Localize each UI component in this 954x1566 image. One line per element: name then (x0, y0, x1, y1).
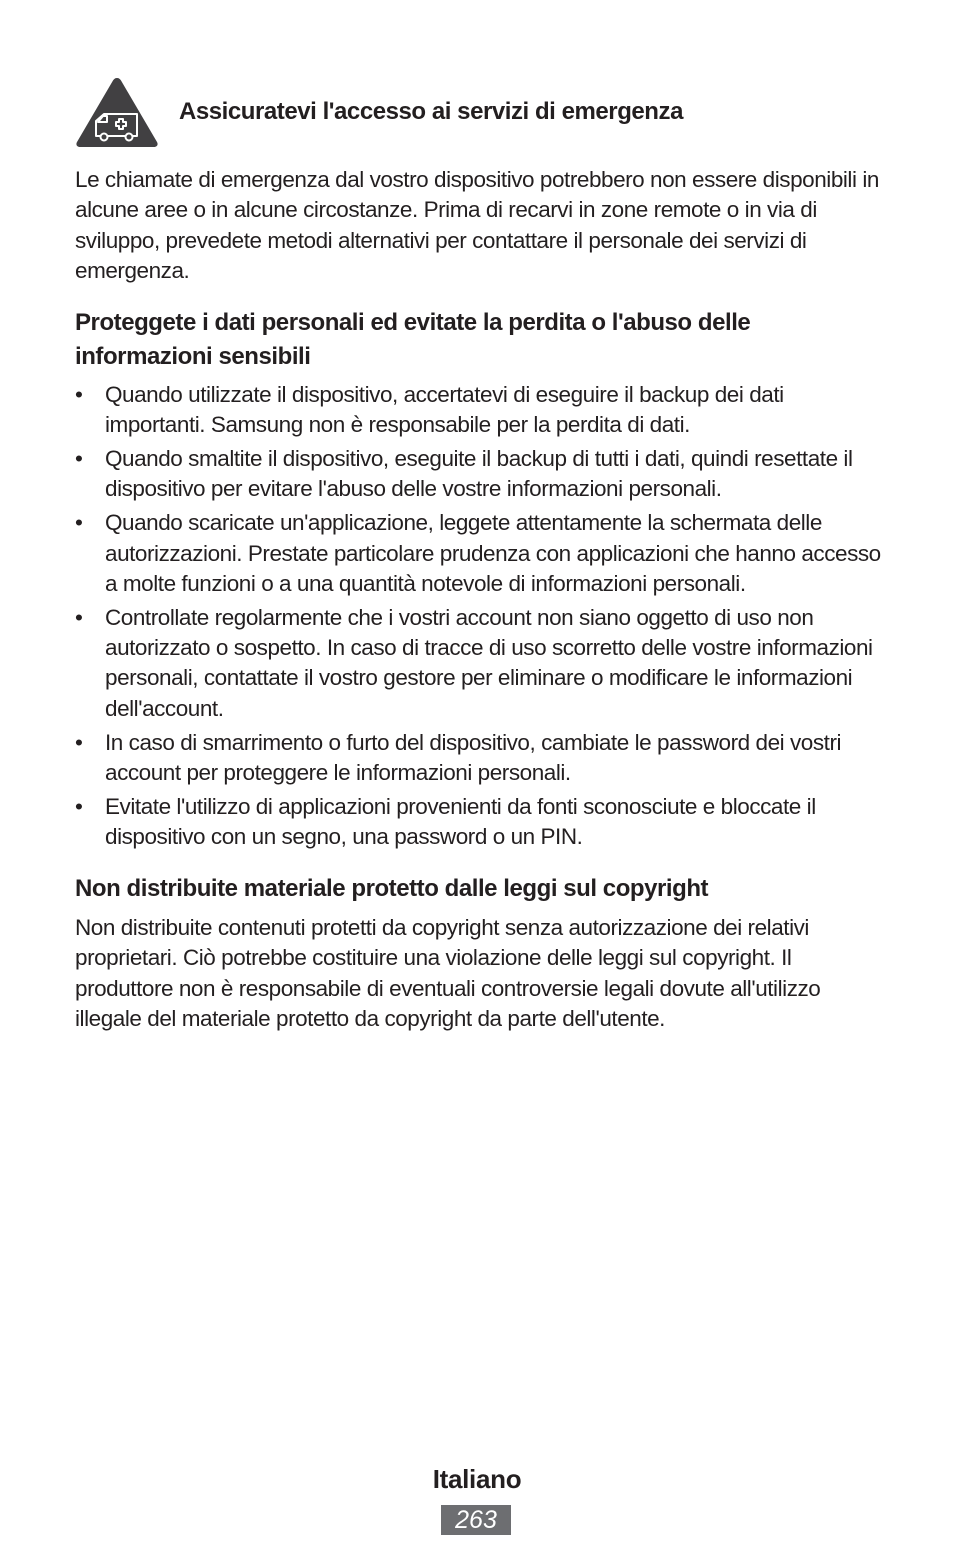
bullet-icon: • (75, 510, 83, 536)
emergency-warning-row (75, 76, 887, 148)
ambulance-warning-icon (75, 76, 159, 148)
list-item (75, 380, 887, 441)
bullet-icon: • (75, 446, 83, 472)
bullet-icon: • (75, 793, 83, 819)
list-item (75, 792, 887, 853)
bullet-icon: • (75, 382, 83, 407)
emergency-section-title: Assicuratevi l'accesso ai servizi di emergenza (179, 98, 683, 125)
list-item (75, 508, 887, 599)
list-item-text: Evitate l'utilizzo di applicazioni provenienti da fonti sconosciute e bloccate il dispositivo con un segno, una password o un PIN. (105, 793, 816, 850)
data-protection-heading: Proteggete i dati personali ed evitate la perdita o l'abuso delle informazioni sensibili (75, 309, 751, 370)
bullet-icon: • (75, 604, 83, 630)
list-item (75, 444, 887, 505)
list-item (75, 603, 887, 724)
copyright-heading: Non distribuite materiale protetto dalle leggi sul copyright (75, 875, 709, 902)
copyright-paragraph: Non distribuite contenuti protetti da copyright senza autorizzazione dei relativi proprietari. Ciò potrebbe costituire una violazione delle leggi sul copyright. Il produttore non è responsabile di eventuali controversie legali dovute all'utilizzo illegale del materiale protetto da copyright da parte dell'utente. (75, 915, 821, 1031)
list-item-text: Controllate regolarmente che i vostri account non siano oggetto di uso non autorizzato o sospetto. In caso di tracce di uso scorretto delle vostre informazioni personali, contattate il vostro gestore per eliminare o modificare le informazioni dell'account. (105, 604, 873, 721)
footer-language-label: Italiano (432, 1464, 522, 1494)
list-item-text: Quando smaltite il dispositivo, eseguite il backup di tutti i dati, quindi resettate il dispositivo per evitare l'abuso delle vostre informazioni personali. (105, 446, 853, 502)
emergency-paragraph: Le chiamate di emergenza dal vostro dispositivo potrebbero non essere disponibili in alcune aree o in alcune circostanze. Prima di recarvi in zone remote o in via di sviluppo, prevedete metodi alternativi per contattare il personale dei servizi di emergenza. (75, 167, 879, 283)
data-protection-list (75, 380, 887, 856)
list-item-text: In caso di smarrimento o furto del dispositivo, cambiate le password dei vostri account per proteggere le informazioni personali. (105, 729, 842, 785)
list-item-text: Quando utilizzate il dispositivo, accertatevi di eseguire il backup dei dati importanti. Samsung non è responsabile per la perdita di dati. (105, 382, 784, 438)
page-number-badge: 263 (441, 1505, 511, 1535)
list-item-text: Quando scaricate un'applicazione, leggete attentamente la schermata delle autorizzazioni. Prestate particolare prudenza con applicazioni che hanno accesso a molte funzioni o a una quantità notevole di informazioni personali. (105, 510, 881, 596)
bullet-icon: • (75, 729, 83, 755)
list-item (75, 728, 887, 789)
